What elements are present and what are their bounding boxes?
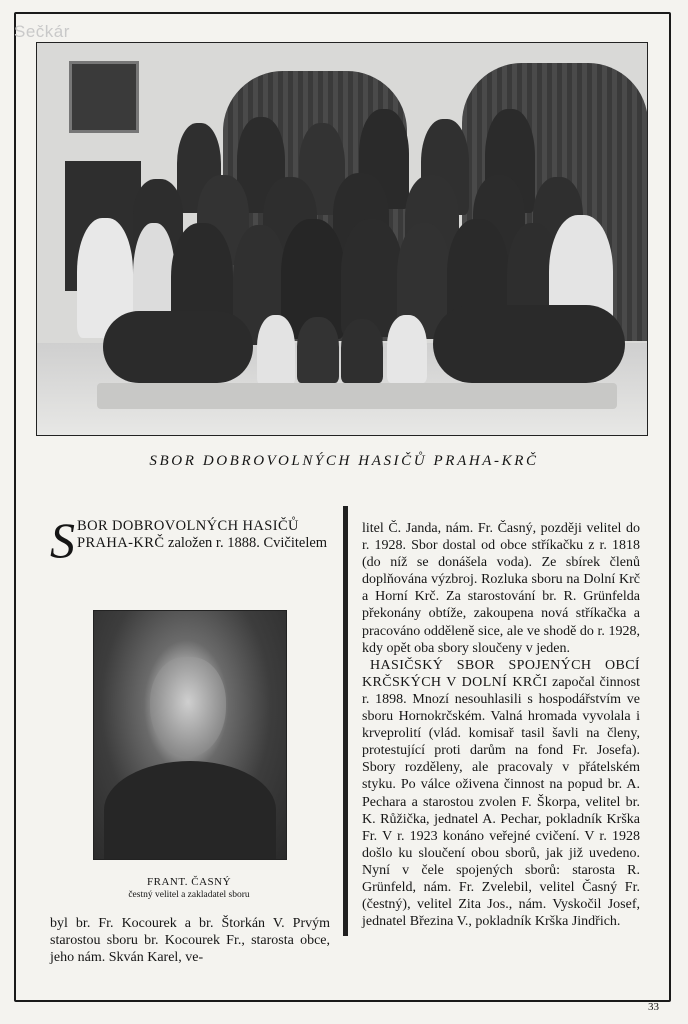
- portrait-subtitle: čestný velitel a zakladatel sboru: [128, 890, 250, 900]
- photo-rug: [97, 383, 617, 409]
- photo-figure-child: [297, 317, 339, 383]
- right-paragraph-2: [362, 657, 640, 931]
- photo-figure-lying: [433, 305, 625, 383]
- photo-figure-child: [341, 319, 383, 383]
- column-divider: [343, 506, 348, 936]
- paragraph-2-caps: HASIČSKÝ SBOR SPOJENÝCH OBCÍ KRČSKÝCH V DOLNÍ KRČI: [362, 657, 640, 690]
- portrait-coat: [104, 761, 276, 859]
- photo-figure-lying: [103, 311, 253, 383]
- watermark: Sečkár: [14, 22, 70, 41]
- photo-figure-child: [387, 315, 427, 383]
- photo-figure: [341, 219, 403, 337]
- photo-figure-child: [257, 315, 295, 385]
- right-paragraph-1: litel Č. Janda, nám. Fr. Časný, později velitel do r. 1928. Sbor dostal od obce stříkačku z r. 1818 (do níž se donášela voda). Ze sbírek členů doplňována výzbroj. Rozluka sboru na Dolní Krč a Horní Krč. Za starostování br. R. Grünfelda překonány obtíže, zakoupena nová stříkačka a pracováno odděleně sice, ale ve shodě do r. 1928, kdy opět oba sbory sloučeny v jeden.: [362, 521, 640, 656]
- right-column: [362, 520, 640, 930]
- left-column-bottom-text: byl br. Fr. Kocourek a br. Štorkán V. Prvým starostou sboru br. Kocourek Fr., starosta obce, jeho nám. Skván Karel, ve-: [50, 916, 330, 965]
- group-photo: [36, 42, 648, 436]
- portrait-face: [150, 657, 226, 757]
- portrait-caption: [93, 876, 285, 902]
- page-number: 33: [648, 1001, 659, 1013]
- photo-caption: SBOR DOBROVOLNÝCH HASIČŮ PRAHA-KRČ: [149, 453, 539, 469]
- heading-caps: BOR DOBROVOLNÝCH HASIČŮ PRAHA-KRČ: [77, 518, 299, 551]
- portrait-name: FRANT. ČASNÝ: [146, 876, 232, 888]
- left-column: [50, 512, 330, 900]
- paragraph-2-rest: započal činnost r. 1898. Mnozí nesouhlasili s hospodářstvím ve sboru Hornokrčském. Valná hromada vyvolala i krveprolití (vlád. komisař tasil šavli na členy, protestující proti darům na fond Fr. Josefa). Sbory rozděleny, ale pracovaly v přátelském styku. Po válce oživena činnost na popud br. A. Pechara a starostou zvolen F. Škorpa, velitel br. K. Růžička, jednatel A. Pechar, pokladník Krška Fr. V r. 1923 konáno veřejné cvičení. V r. 1928 došlo ku sloučení obou sborů, jak již uvedeno. Nyní v čele spojených sborů: starosta R. Grünfeld, nám. Fr. Zvelebil, velitel Časný Fr. (čestný), velitel Zita Jos., nám. Vyskočil Josef, jednatel Březina V., pokladník Krška Jindřich.: [362, 674, 641, 930]
- heading-rest: založen r. 1888. Cvičitelem: [164, 535, 328, 551]
- article-heading: [50, 512, 330, 568]
- portrait-photo: [93, 610, 287, 860]
- photo-window: [69, 61, 139, 133]
- drop-cap: S: [50, 512, 75, 568]
